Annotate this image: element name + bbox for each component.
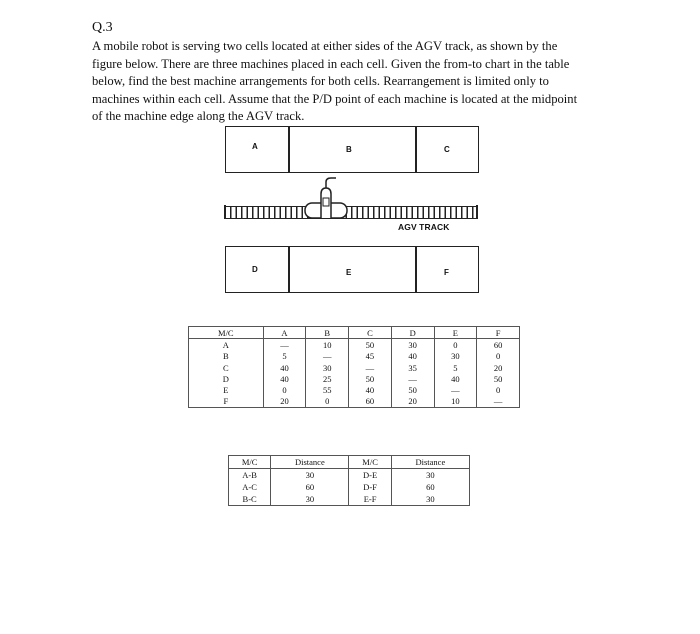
table-cell: 0	[477, 351, 520, 362]
table-header-cell: D	[391, 327, 434, 339]
table-header-cell: M/C	[349, 456, 391, 469]
table-cell: —	[391, 373, 434, 384]
table-cell: A-B	[242, 470, 257, 480]
table-header-cell: C	[349, 327, 392, 339]
table-cell: 40	[263, 373, 306, 384]
table-cell: 35	[391, 362, 434, 373]
table-cell: E	[189, 384, 264, 395]
table-cell: 45	[349, 351, 392, 362]
table-row	[229, 481, 470, 493]
machine-d-label: D	[252, 265, 258, 274]
table-cell: A-C	[242, 482, 257, 492]
table-header-cell: B	[306, 327, 349, 339]
machine-e-label: E	[346, 268, 352, 277]
table-cell: 0	[477, 384, 520, 395]
table-header-cell: E	[434, 327, 477, 339]
table-row	[189, 373, 520, 384]
table-cell: 50	[391, 384, 434, 395]
table-header-cell: Distance	[271, 456, 349, 469]
table-row	[189, 362, 520, 373]
question-line: A mobile robot is serving two cells located at either sides of the AGV track, as shown by the	[92, 39, 558, 53]
table-row	[189, 384, 520, 395]
table-header-cell: M/C	[189, 327, 264, 339]
cell-divider	[288, 126, 290, 173]
table-row	[229, 493, 470, 506]
machine-b-label: B	[346, 145, 352, 154]
table-cell: F	[189, 396, 264, 408]
question-line: below, find the best machine arrangements for both cells. Rearrangement is limited only to	[92, 74, 549, 88]
machine-c-label: C	[444, 145, 450, 154]
question-text	[92, 38, 612, 126]
table-cell: 60	[271, 481, 349, 493]
table-cell: 60	[349, 396, 392, 408]
table-cell: 30	[271, 493, 349, 506]
distance-table	[228, 455, 470, 506]
table-cell: 40	[349, 384, 392, 395]
table-cell: 20	[477, 362, 520, 373]
table-cell: 30	[434, 351, 477, 362]
table-cell: 25	[306, 373, 349, 384]
table-header-cell: A	[263, 327, 306, 339]
table-cell: 20	[263, 396, 306, 408]
table-row	[189, 351, 520, 362]
table-cell: C	[189, 362, 264, 373]
table-row	[189, 339, 520, 351]
table-cell: 50	[349, 339, 392, 351]
question-line: figure below. There are three machines placed in each cell. Given the from-to chart in the table	[92, 56, 570, 71]
table-cell: 30	[391, 339, 434, 351]
from-to-chart	[188, 326, 520, 408]
table-cell: —	[263, 339, 306, 351]
table-cell: 55	[306, 384, 349, 395]
table-cell: 30	[271, 469, 349, 482]
bottom-cell	[225, 246, 479, 293]
table-cell: 60	[477, 339, 520, 351]
table-cell: B-C	[242, 494, 257, 504]
table-header-row	[229, 456, 470, 469]
track-end-cap	[224, 205, 226, 219]
machine-f-label: F	[444, 268, 449, 277]
table-cell: E-F	[349, 493, 391, 506]
table-cell: 5	[263, 351, 306, 362]
table-cell: 60	[391, 481, 469, 493]
question-line: of the machine edge along the AGV track.	[92, 109, 305, 123]
table-cell: B	[189, 351, 264, 362]
cell-divider	[415, 126, 417, 173]
table-cell: D-F	[349, 481, 391, 493]
table-cell: 30	[391, 469, 469, 482]
track-end-cap	[476, 205, 478, 219]
table-cell: 10	[434, 396, 477, 408]
table-cell: 30	[306, 362, 349, 373]
table-cell: A	[189, 339, 264, 351]
table-cell: —	[349, 362, 392, 373]
table-cell: 20	[391, 396, 434, 408]
table-cell: 40	[434, 373, 477, 384]
table-cell: 30	[391, 493, 469, 506]
table-cell: 50	[477, 373, 520, 384]
mobile-robot-icon	[298, 176, 354, 230]
table-cell: D-E	[349, 469, 391, 482]
table-cell: 40	[391, 351, 434, 362]
table-cell: 0	[434, 339, 477, 351]
cell-divider	[415, 246, 417, 293]
cell-divider	[288, 246, 290, 293]
table-cell: —	[306, 351, 349, 362]
table-cell: 10	[306, 339, 349, 351]
agv-track-label: AGV TRACK	[398, 222, 450, 232]
top-cell	[225, 126, 479, 173]
table-cell: D	[189, 373, 264, 384]
table-cell: 40	[263, 362, 306, 373]
question-line: machines within each cell. Assume that the P/D point of each machine is located at the midpoint	[92, 91, 578, 106]
table-header-row	[189, 327, 520, 339]
table-cell: 50	[349, 373, 392, 384]
table-cell: 5	[434, 362, 477, 373]
table-header-cell: Distance	[391, 456, 469, 469]
table-header-cell: M/C	[229, 456, 271, 469]
question-number: Q.3	[92, 20, 113, 35]
machine-a-label: A	[252, 142, 258, 151]
table-cell: 0	[306, 396, 349, 408]
table-cell: 0	[263, 384, 306, 395]
table-cell: —	[434, 384, 477, 395]
table-cell: —	[477, 396, 520, 408]
table-header-cell: F	[477, 327, 520, 339]
table-row	[229, 469, 470, 482]
table-row	[189, 396, 520, 408]
